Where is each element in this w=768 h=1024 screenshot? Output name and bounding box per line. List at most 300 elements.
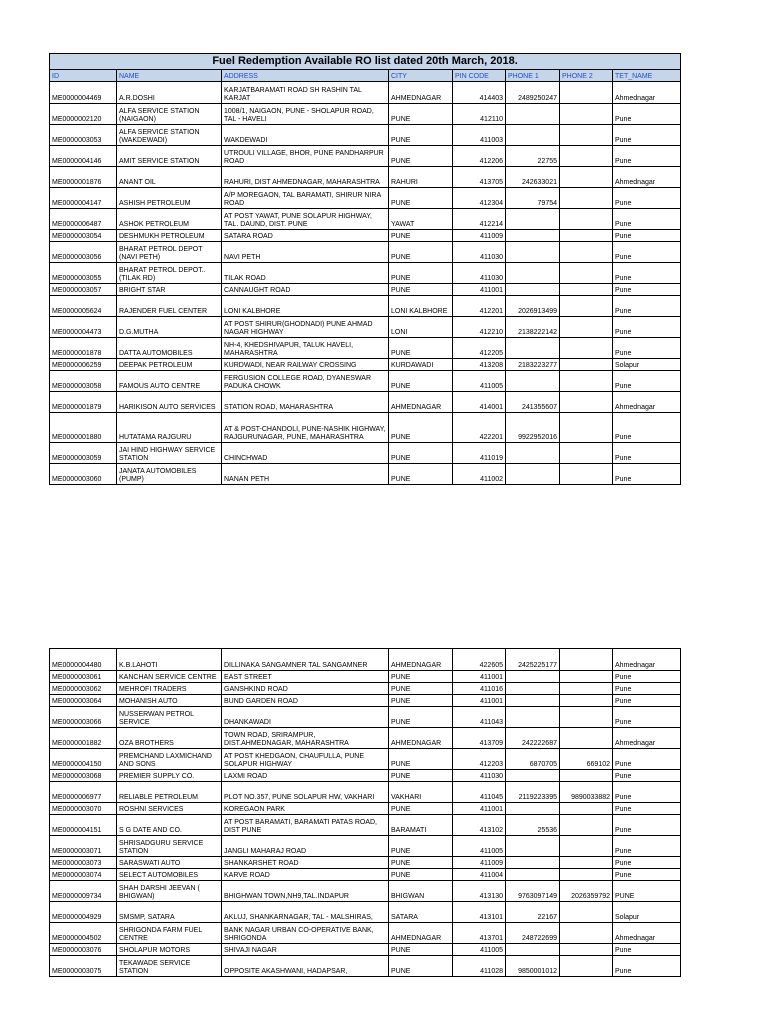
cell-tet-name: Pune [613, 836, 681, 857]
cell-address: TILAK ROAD [222, 263, 389, 284]
cell-pin-code: 411030 [453, 242, 506, 263]
cell-phone-1: 6870705 [506, 749, 560, 770]
table-row [50, 338, 681, 359]
cell-tet-name: Pune [613, 782, 681, 803]
cell-address: DHANKAWADI [222, 707, 389, 728]
cell-phone-2 [560, 82, 613, 104]
cell-id: ME0000004480 [50, 649, 117, 671]
cell-tet-name: Pune [613, 263, 681, 284]
cell-tet-name: Solapur [613, 359, 681, 371]
cell-id: ME0000001878 [50, 338, 117, 359]
cell-name: SMSMP, SATARA [117, 902, 222, 923]
cell-city: PUNE [389, 125, 453, 146]
table-row [50, 125, 681, 146]
cell-city: PUNE [389, 683, 453, 695]
cell-id: ME0000005624 [50, 296, 117, 317]
cell-name: D.G.MUTHA [117, 317, 222, 338]
cell-phone-1 [506, 671, 560, 683]
cell-id: ME0000003073 [50, 857, 117, 869]
cell-address: LAXMI ROAD [222, 770, 389, 782]
cell-id: ME0000003054 [50, 230, 117, 242]
cell-address: DILLINAKA SANGAMNER TAL SANGAMNER [222, 649, 389, 671]
cell-tet-name: Pune [613, 443, 681, 464]
cell-name: S G DATE AND CO. [117, 815, 222, 836]
cell-address: BHIGHWAN TOWN,NH9,TAL.INDAPUR [222, 881, 389, 902]
cell-city: PUNE [389, 263, 453, 284]
cell-id: ME0000006487 [50, 209, 117, 230]
cell-city: PUNE [389, 104, 453, 125]
cell-city: LONI [389, 317, 453, 338]
cell-pin-code: 414403 [453, 82, 506, 104]
cell-tet-name: Pune [613, 770, 681, 782]
cell-id: ME0000003062 [50, 683, 117, 695]
cell-name: A.R.DOSHI [117, 82, 222, 104]
cell-pin-code: 411016 [453, 683, 506, 695]
cell-name: SELECT AUTOMOBILES [117, 869, 222, 881]
cell-city: PUNE [389, 869, 453, 881]
cell-id: ME0000003071 [50, 836, 117, 857]
cell-phone-1: 9922952016 [506, 413, 560, 443]
cell-phone-1: 22755 [506, 146, 560, 167]
header-pin-code: PIN CODE [453, 70, 506, 82]
cell-phone-1 [506, 707, 560, 728]
header-row [50, 70, 681, 82]
cell-address: GANSHKIND ROAD [222, 683, 389, 695]
title-row [50, 54, 681, 70]
cell-id: ME0000003064 [50, 695, 117, 707]
cell-city: AHMEDNAGAR [389, 649, 453, 671]
cell-tet-name: Pune [613, 857, 681, 869]
cell-phone-1: 248722699 [506, 923, 560, 944]
cell-tet-name: Pune [613, 125, 681, 146]
cell-name: HARIKISON AUTO SERVICES [117, 392, 222, 413]
cell-pin-code: 412201 [453, 296, 506, 317]
cell-pin-code: 411009 [453, 857, 506, 869]
cell-pin-code: 411043 [453, 707, 506, 728]
cell-id: ME0000006259 [50, 359, 117, 371]
cell-phone-2 [560, 263, 613, 284]
cell-pin-code: 413101 [453, 902, 506, 923]
table-row [50, 770, 681, 782]
cell-city: PUNE [389, 944, 453, 956]
cell-address: LONI KALBHORE [222, 296, 389, 317]
table-row [50, 671, 681, 683]
cell-city: PUNE [389, 146, 453, 167]
cell-address: AT POST BARAMATI, BARAMATI PATAS ROAD, DIST PUNE [222, 815, 389, 836]
cell-city: PUNE [389, 836, 453, 857]
table-row [50, 923, 681, 944]
cell-id: ME0000006977 [50, 782, 117, 803]
cell-phone-2 [560, 770, 613, 782]
cell-city: PUNE [389, 338, 453, 359]
cell-phone-1 [506, 284, 560, 296]
cell-address: FERGUSION COLLEGE ROAD, DYANESWAR PADUKA CHOWK [222, 371, 389, 392]
cell-address: NANAN PETH [222, 464, 389, 485]
cell-address: KURDWADI, NEAR RAILWAY CROSSING [222, 359, 389, 371]
cell-id: ME0000003070 [50, 803, 117, 815]
cell-name: TEKAWADE SERVICE STATION [117, 956, 222, 977]
cell-pin-code: 413102 [453, 815, 506, 836]
table-row [50, 683, 681, 695]
cell-phone-2 [560, 683, 613, 695]
cell-phone-2 [560, 902, 613, 923]
cell-address: SATARA ROAD [222, 230, 389, 242]
cell-phone-2 [560, 869, 613, 881]
cell-name: PREMCHAND LAXMICHAND AND SONS [117, 749, 222, 770]
cell-address: EAST STREET [222, 671, 389, 683]
cell-phone-2 [560, 803, 613, 815]
table-row [50, 902, 681, 923]
cell-id: ME0000004502 [50, 923, 117, 944]
cell-phone-2 [560, 104, 613, 125]
cell-name: OZA BROTHERS [117, 728, 222, 749]
cell-city: BARAMATI [389, 815, 453, 836]
cell-address: PLOT NO.357, PUNE SOLAPUR HW, VAKHARI [222, 782, 389, 803]
cell-tet-name: Pune [613, 815, 681, 836]
cell-city: PUNE [389, 230, 453, 242]
cell-address: AT POST YAWAT, PUNE SOLAPUR HIGHWAY, TAL. DAUND, DIST. PUNE [222, 209, 389, 230]
cell-tet-name: Pune [613, 695, 681, 707]
table-row [50, 857, 681, 869]
cell-name: SARASWATI AUTO [117, 857, 222, 869]
cell-id: ME0000004473 [50, 317, 117, 338]
cell-city: PUNE [389, 707, 453, 728]
header-phone-1: PHONE 1 [506, 70, 560, 82]
cell-phone-2 [560, 944, 613, 956]
cell-tet-name: Pune [613, 242, 681, 263]
cell-tet-name: Pune [613, 284, 681, 296]
cell-tet-name: Pune [613, 146, 681, 167]
cell-tet-name: Ahmednagar [613, 167, 681, 188]
cell-address: NAVI PETH [222, 242, 389, 263]
table-row [50, 146, 681, 167]
table-row [50, 815, 681, 836]
cell-name: HUTATAMA RAJGURU [117, 413, 222, 443]
cell-id: ME0000003060 [50, 464, 117, 485]
cell-id: ME0000003074 [50, 869, 117, 881]
cell-tet-name: Pune [613, 413, 681, 443]
cell-pin-code: 411005 [453, 944, 506, 956]
cell-pin-code: 411045 [453, 782, 506, 803]
cell-id: ME0000003066 [50, 707, 117, 728]
cell-phone-1 [506, 242, 560, 263]
cell-pin-code: 411001 [453, 695, 506, 707]
cell-tet-name: Solapur [613, 902, 681, 923]
cell-city: KURDAWADI [389, 359, 453, 371]
table-row [50, 869, 681, 881]
table-row [50, 284, 681, 296]
cell-phone-2 [560, 815, 613, 836]
table-row [50, 242, 681, 263]
cell-id: ME0000003053 [50, 125, 117, 146]
cell-phone-2 [560, 923, 613, 944]
cell-pin-code: 412304 [453, 188, 506, 209]
cell-phone-1: 2489250247 [506, 82, 560, 104]
cell-phone-1: 25536 [506, 815, 560, 836]
cell-phone-2 [560, 125, 613, 146]
cell-city: VAKHARI [389, 782, 453, 803]
cell-pin-code: 414001 [453, 392, 506, 413]
cell-address: KOREGAON PARK [222, 803, 389, 815]
cell-pin-code: 411002 [453, 464, 506, 485]
cell-name: FAMOUS AUTO CENTRE [117, 371, 222, 392]
cell-phone-1: 2183223277 [506, 359, 560, 371]
table-row [50, 728, 681, 749]
cell-phone-1 [506, 464, 560, 485]
cell-id: ME0000003058 [50, 371, 117, 392]
cell-phone-2 [560, 857, 613, 869]
cell-id: ME0000004151 [50, 815, 117, 836]
cell-phone-2 [560, 188, 613, 209]
cell-pin-code: 411030 [453, 263, 506, 284]
cell-pin-code: 412206 [453, 146, 506, 167]
cell-pin-code: 411005 [453, 371, 506, 392]
cell-phone-1 [506, 944, 560, 956]
cell-city: PUNE [389, 749, 453, 770]
table-row [50, 782, 681, 803]
cell-tet-name: Pune [613, 749, 681, 770]
cell-phone-2 [560, 209, 613, 230]
cell-name: JAI HIND HIGHWAY SERVICE STATION [117, 443, 222, 464]
cell-id: ME0000003056 [50, 242, 117, 263]
cell-tet-name: Pune [613, 296, 681, 317]
ro-list-table [49, 53, 681, 485]
cell-name: ROSHNI SERVICES [117, 803, 222, 815]
cell-id: ME0000003076 [50, 944, 117, 956]
cell-city: SATARA [389, 902, 453, 923]
cell-phone-2 [560, 728, 613, 749]
cell-phone-1 [506, 371, 560, 392]
cell-phone-2: 669102 [560, 749, 613, 770]
cell-phone-1 [506, 857, 560, 869]
cell-city: PUNE [389, 443, 453, 464]
cell-address: CANNAUGHT ROAD [222, 284, 389, 296]
cell-name: K.B.LAHOTI [117, 649, 222, 671]
cell-address: STATION ROAD, MAHARASHTRA [222, 392, 389, 413]
cell-pin-code: 411001 [453, 284, 506, 296]
cell-phone-1: 9850001012 [506, 956, 560, 977]
cell-address: CHINCHWAD [222, 443, 389, 464]
cell-id: ME0000004147 [50, 188, 117, 209]
cell-phone-2 [560, 671, 613, 683]
cell-tet-name: Pune [613, 683, 681, 695]
cell-pin-code: 413701 [453, 923, 506, 944]
cell-address: BANK NAGAR URBAN CO-OPERATIVE BANK, SHRIGONDA [222, 923, 389, 944]
cell-phone-2 [560, 242, 613, 263]
table-row [50, 209, 681, 230]
cell-id: ME0000003075 [50, 956, 117, 977]
cell-city: PUNE [389, 671, 453, 683]
cell-address: KARJATBARAMATI ROAD SH RASHIN TAL KARJAT [222, 82, 389, 104]
table-row [50, 649, 681, 671]
cell-phone-2: 9890033882 [560, 782, 613, 803]
cell-city: PUNE [389, 242, 453, 263]
cell-pin-code: 411003 [453, 125, 506, 146]
cell-name: BHARAT PETROL DEPOT (NAVI PETH) [117, 242, 222, 263]
cell-address: SHIVAJI NAGAR [222, 944, 389, 956]
cell-address: AT POST KHEDGAON, CHAUFULLA, PUNE SOLAPUR HIGHWAY [222, 749, 389, 770]
cell-address: WAKDEWADI [222, 125, 389, 146]
header-id: ID [50, 70, 117, 82]
cell-city: RAHURI [389, 167, 453, 188]
cell-id: ME0000004469 [50, 82, 117, 104]
cell-phone-1 [506, 209, 560, 230]
cell-phone-2 [560, 443, 613, 464]
cell-tet-name: Pune [613, 188, 681, 209]
cell-id: ME0000004150 [50, 749, 117, 770]
cell-pin-code: 412205 [453, 338, 506, 359]
table-row [50, 188, 681, 209]
cell-phone-2 [560, 956, 613, 977]
cell-address: AKLUJ, SHANKARNAGAR, TAL - MALSHIRAS, [222, 902, 389, 923]
cell-name: RAJENDER FUEL CENTER [117, 296, 222, 317]
cell-pin-code: 411005 [453, 836, 506, 857]
cell-address: SHANKARSHET ROAD [222, 857, 389, 869]
cell-city: YAWAT [389, 209, 453, 230]
cell-phone-2: 2026359792 [560, 881, 613, 902]
cell-name: BRIGHT STAR [117, 284, 222, 296]
cell-phone-1: 79754 [506, 188, 560, 209]
cell-name: SHAH DARSHI JEEVAN ( BHIGWAN) [117, 881, 222, 902]
cell-name: SHRISADGURU SERVICE STATION [117, 836, 222, 857]
cell-id: ME0000004929 [50, 902, 117, 923]
cell-city: AHMEDNAGAR [389, 728, 453, 749]
cell-phone-2 [560, 695, 613, 707]
cell-address: JANGLI MAHARAJ ROAD [222, 836, 389, 857]
table-body-2 [50, 649, 681, 977]
header-name: NAME [117, 70, 222, 82]
table-row [50, 296, 681, 317]
table-body-1 [50, 82, 681, 485]
cell-tet-name: Ahmednagar [613, 923, 681, 944]
cell-name: ALFA SERVICE STATION (WAKDEWADI) [117, 125, 222, 146]
cell-name: MEHROFI TRADERS [117, 683, 222, 695]
table-row [50, 317, 681, 338]
cell-phone-2 [560, 836, 613, 857]
cell-address: A/P MOREGAON, TAL BARAMATI, SHIRUR NIRA ROAD [222, 188, 389, 209]
cell-tet-name: Pune [613, 230, 681, 242]
cell-tet-name: Pune [613, 803, 681, 815]
cell-name: BHARAT PETROL DEPOT..(TILAK RD) [117, 263, 222, 284]
cell-tet-name: Pune [613, 209, 681, 230]
header-phone-2: PHONE 2 [560, 70, 613, 82]
cell-pin-code: 411009 [453, 230, 506, 242]
cell-phone-1 [506, 338, 560, 359]
cell-pin-code: 422605 [453, 649, 506, 671]
cell-address: KARVE ROAD [222, 869, 389, 881]
cell-pin-code: 413208 [453, 359, 506, 371]
cell-name: DEEPAK PETROLEUM [117, 359, 222, 371]
cell-phone-1 [506, 770, 560, 782]
cell-pin-code: 413709 [453, 728, 506, 749]
ro-list-table-continued [49, 648, 681, 977]
cell-id: ME0000001882 [50, 728, 117, 749]
cell-id: ME0000003059 [50, 443, 117, 464]
cell-phone-2 [560, 317, 613, 338]
table-row [50, 167, 681, 188]
cell-city: AHMEDNAGAR [389, 82, 453, 104]
cell-tet-name: Ahmednagar [613, 82, 681, 104]
cell-address: 1008/1, NAIGAON, PUNE - SHOLAPUR ROAD, TAL - HAVELI [222, 104, 389, 125]
table-row [50, 836, 681, 857]
cell-address: AT POST SHIRUR(GHODNADI) PUNE AHMAD NAGAR HIGHWAY [222, 317, 389, 338]
sheet-title: Fuel Redemption Available RO list dated 20th March, 2018. [50, 54, 681, 70]
cell-pin-code: 413130 [453, 881, 506, 902]
table-row [50, 803, 681, 815]
cell-city: LONI KALBHORE [389, 296, 453, 317]
cell-city: AHMEDNAGAR [389, 923, 453, 944]
table-row [50, 944, 681, 956]
cell-tet-name: Pune [613, 464, 681, 485]
cell-address: NH-4, KHEDSHIVAPUR, TALUK HAVELI, MAHARASHTRA [222, 338, 389, 359]
cell-city: PUNE [389, 956, 453, 977]
cell-address: RAHURI, DIST AHMEDNAGAR, MAHARASHTRA [222, 167, 389, 188]
cell-phone-1 [506, 263, 560, 284]
cell-city: PUNE [389, 803, 453, 815]
cell-phone-2 [560, 146, 613, 167]
cell-city: PUNE [389, 371, 453, 392]
cell-tet-name: Ahmednagar [613, 728, 681, 749]
cell-city: PUNE [389, 284, 453, 296]
cell-tet-name: Pune [613, 371, 681, 392]
cell-phone-1 [506, 695, 560, 707]
cell-name: NUSSERWAN PETROL SERVICE [117, 707, 222, 728]
cell-name: SHOLAPUR MOTORS [117, 944, 222, 956]
cell-phone-1: 9763097149 [506, 881, 560, 902]
cell-name: JANATA AUTOMOBILES (PUMP) [117, 464, 222, 485]
cell-name: ASHISH PETROLEUM [117, 188, 222, 209]
cell-tet-name: Ahmednagar [613, 649, 681, 671]
cell-tet-name: Pune [613, 671, 681, 683]
cell-name: PREMIER SUPPLY CO. [117, 770, 222, 782]
cell-city: PUNE [389, 413, 453, 443]
cell-phone-1 [506, 230, 560, 242]
cell-id: ME0000003068 [50, 770, 117, 782]
cell-phone-2 [560, 649, 613, 671]
cell-city: PUNE [389, 695, 453, 707]
cell-tet-name: Pune [613, 869, 681, 881]
table-row [50, 104, 681, 125]
cell-phone-2 [560, 230, 613, 242]
cell-address: OPPOSITE AKASHWANI, HADAPSAR, [222, 956, 389, 977]
cell-phone-1 [506, 803, 560, 815]
cell-pin-code: 411028 [453, 956, 506, 977]
cell-phone-1: 22167 [506, 902, 560, 923]
cell-phone-1: 2026913499 [506, 296, 560, 317]
cell-name: SHRIGONDA FARM FUEL CENTRE [117, 923, 222, 944]
cell-pin-code: 411001 [453, 803, 506, 815]
cell-phone-1 [506, 104, 560, 125]
header-address: ADDRESS [222, 70, 389, 82]
cell-pin-code: 422201 [453, 413, 506, 443]
cell-phone-1 [506, 869, 560, 881]
cell-id: ME0000003061 [50, 671, 117, 683]
cell-phone-1: 241355607 [506, 392, 560, 413]
table-row [50, 695, 681, 707]
cell-tet-name: Pune [613, 104, 681, 125]
cell-phone-1: 2425225177 [506, 649, 560, 671]
cell-phone-1 [506, 443, 560, 464]
cell-pin-code: 411001 [453, 671, 506, 683]
table-row [50, 464, 681, 485]
cell-tet-name: Ahmednagar [613, 392, 681, 413]
cell-pin-code: 411019 [453, 443, 506, 464]
cell-city: PUNE [389, 857, 453, 869]
cell-city: PUNE [389, 770, 453, 782]
table-row [50, 413, 681, 443]
cell-phone-1 [506, 125, 560, 146]
cell-id: ME0000001879 [50, 392, 117, 413]
